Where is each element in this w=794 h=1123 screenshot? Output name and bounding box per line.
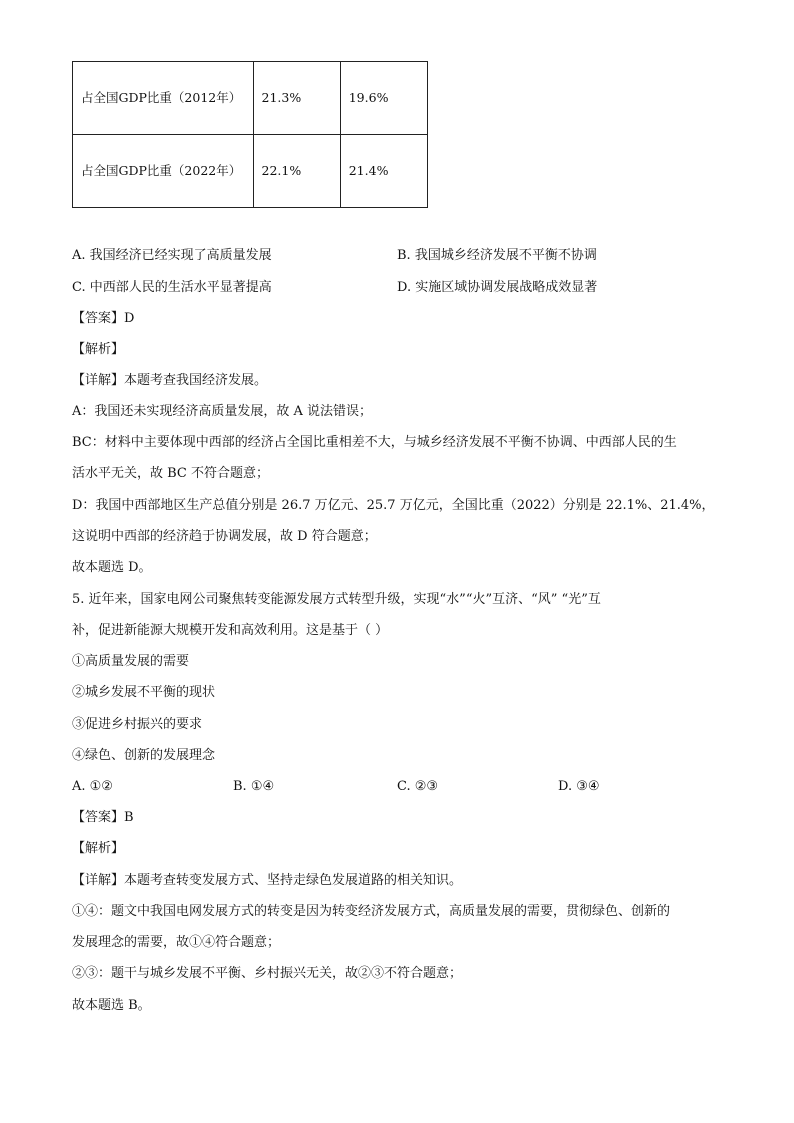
q4-option-b: B. 我国城乡经济发展不平衡不协调 [397, 248, 597, 263]
table-cell-value: 22.1% [253, 135, 340, 208]
table-cell-value: 19.6% [340, 62, 427, 135]
q5-analysis-heading: 【解析】 [72, 841, 125, 856]
q5-item-2: ②城乡发展不平衡的现状 [72, 685, 216, 700]
q4-analysis-heading: 【解析】 [72, 342, 125, 357]
q4-line-d-2: 这说明中西部的经济趋于协调发展，故 D 符合题意； [72, 529, 377, 544]
gdp-share-table [72, 61, 428, 208]
q4-option-a: A. 我国经济已经实现了高质量发展 [72, 248, 272, 263]
q4-answer: 【答案】D [72, 311, 135, 326]
q5-option-c: C. ②③ [397, 779, 439, 794]
q4-line-bc-1: BC：材料中主要体现中西部的经济占全国比重相差不大，与城乡经济发展不平衡不协调、中西部人民的生 [72, 435, 677, 450]
q4-line-a: A：我国还未实现经济高质量发展，故 A 说法错误； [72, 404, 373, 419]
q5-stem-1: 5. 近年来，国家电网公司聚焦转变能源发展方式转型升级，实现“水”“火”互济、“风” “光”互 [72, 592, 601, 607]
q4-detail: 【详解】本题考查我国经济发展。 [72, 373, 268, 388]
q4-line-d-1: D：我国中西部地区生产总值分别是 26.7 万亿元、25.7 万亿元，全国比重（2022）分别是 22.1%、21.4%， [72, 498, 715, 513]
q5-item-4: ④绿色、创新的发展理念 [72, 748, 216, 763]
q4-option-c: C. 中西部人民的生活水平显著提高 [72, 280, 272, 295]
q5-line-3: ②③：题干与城乡发展不平衡、乡村振兴无关，故②③不符合题意； [72, 966, 463, 981]
q5-item-1: ①高质量发展的需要 [72, 654, 190, 669]
table-cell-label: 占全国GDP比重（2012年） [73, 62, 254, 135]
q5-stem-2: 补，促进新能源大规模开发和高效利用。这是基于（ ） [72, 623, 389, 638]
q5-line-1: ①④：题文中我国电网发展方式的转变是因为转变经济发展方式，高质量发展的需要，贯彻绿色、创新的 [72, 904, 671, 919]
q4-line-bc-2: 活水平无关，故 BC 不符合题意； [72, 466, 270, 481]
q4-option-d: D. 实施区域协调发展战略成效显著 [397, 280, 598, 295]
q5-option-d: D. ③④ [558, 779, 600, 794]
q5-option-a: A. ①② [72, 779, 113, 794]
table-cell-value: 21.4% [340, 135, 427, 208]
q5-option-b: B. ①④ [233, 779, 275, 794]
q5-detail: 【详解】本题考查转变发展方式、坚持走绿色发展道路的相关知识。 [72, 873, 463, 888]
q5-conclusion: 故本题选 B。 [72, 998, 151, 1013]
table-cell-label: 占全国GDP比重（2022年） [73, 135, 254, 208]
q5-item-3: ③促进乡村振兴的要求 [72, 717, 203, 732]
q5-line-2: 发展理念的需要，故①④符合题意； [72, 935, 281, 950]
table-row [73, 135, 428, 208]
q5-answer: 【答案】B [72, 810, 134, 825]
table-cell-value: 21.3% [253, 62, 340, 135]
table-row [73, 62, 428, 135]
q4-conclusion: 故本题选 D。 [72, 560, 152, 575]
